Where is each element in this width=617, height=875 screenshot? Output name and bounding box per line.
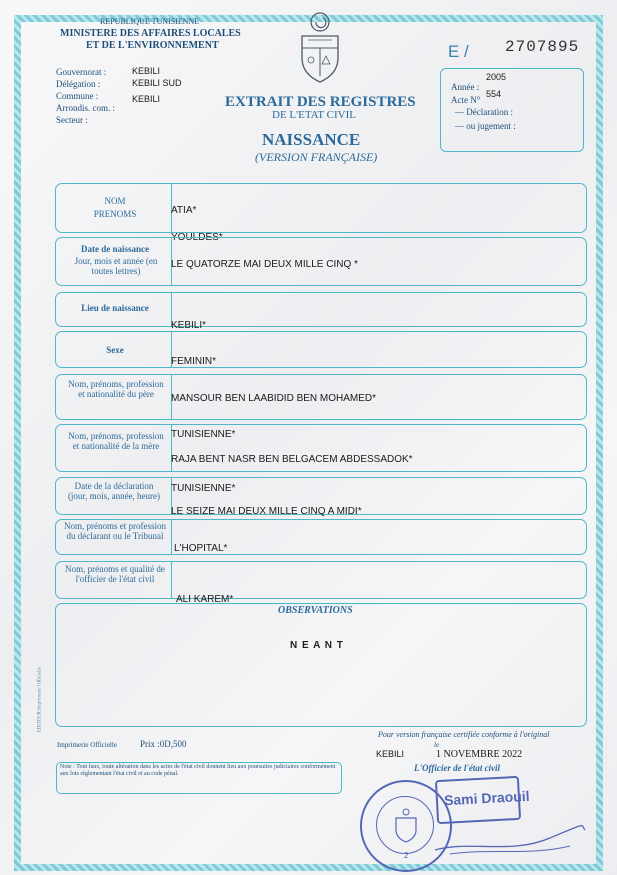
declarant-label: Nom, prénoms et profession du déclarant ou le Tribunal [64,521,166,541]
republic-label: REPUBLIQUE TUNISIENNE [100,17,200,26]
date-naissance-value: LE QUATORZE MAI DEUX MILLE CINQ * [171,259,358,270]
officier-label: Nom, prénoms et qualité de l'officier de l'état civil [65,564,165,584]
date-naissance-label: Date de naissance [81,244,149,254]
declarant-value: L'HOPITAL* [174,543,228,554]
coat-of-arms-emblem [296,10,344,84]
arrondissement-label: Arrondis. com. : [56,103,115,113]
mere-value: RAJA BENT NASR BEN BELGACEM ABDESSADOK* [171,454,413,465]
nom-label: NOM [104,196,126,206]
issue-date: 1 NOVEMBRE 2022 [436,749,523,760]
declaration-value: LE SEIZE MAI DEUX MILLE CINQ A MIDI* [171,506,362,517]
lieu-naissance-label: Lieu de naissance [81,303,149,313]
ministry-line1: MINISTERE DES AFFAIRES LOCALES [60,28,241,39]
svg-text:2: 2 [404,851,409,860]
gouvernorat-label: Gouvernorat : [56,67,107,77]
delegation-value: KEBILI SUD [132,78,182,88]
jugement-option: — ou jugement : [455,121,516,131]
naissance-title: NAISSANCE [262,130,361,149]
version-label: (VERSION FRANÇAISE) [255,150,378,164]
certification-text: Pour version française certifiée conforme à l'original [378,730,550,739]
secteur-label: Secteur : [56,115,88,125]
commune-value: KEBILI [132,94,161,104]
prenoms-label: PRENOMS [93,209,137,219]
side-editor-text: EDITEUR Imprimerie Officielle [37,667,43,733]
date-naissance-sublabel: Jour, mois et année (en toutes lettres) [74,256,158,276]
nom-value: ATIA* [171,205,197,216]
issue-place: KEBILI [376,749,405,759]
gouvernorat-value: KEBILI [132,66,161,76]
officier-title: L'Officier de l'état civil [414,763,501,773]
observations-title: OBSERVATIONS [278,605,353,616]
declaration-option: — Déclaration : [455,107,513,117]
signature-stamp: Sami Draouil [443,787,530,809]
prix-label: Prix :0D,500 [140,739,187,749]
annee-value: 2005 [486,72,507,82]
delegation-label: Délégation : [56,79,101,89]
ministry-line2: ET DE L'ENVIRONNEMENT [86,40,219,51]
commune-label: Commune : [56,91,99,101]
lieu-naissance-value: KEBILI* [171,320,207,331]
sexe-value: FEMININ* [171,356,216,367]
issue-le: le [434,741,440,749]
pere-nationalite-value: TUNISIENNE* [171,429,236,440]
prenoms-value: YOULDES* [171,232,223,243]
declaration-label: Date de la déclaration (jour, mois, année, heure) [67,481,161,501]
serial-number: 2707895 [505,38,580,56]
signature-scribble [430,810,590,860]
document-title: EXTRAIT DES REGISTRES [225,94,416,110]
annee-label: Année : [451,82,480,92]
mere-nationalite-value: TUNISIENNE* [171,483,236,494]
pere-value: MANSOUR BEN LAABIDID BEN MOHAMED* [171,393,377,404]
legal-note: Note : Tout faux, toute altération dans les actes de l'état civil donnent lieu aux poursuites judiciaires conformément aux lois réglementant l'état civil et au code pénal. [60,764,336,777]
pere-label: Nom, prénoms, profession et nationalité du père [68,379,164,399]
sexe-label: Sexe [106,345,124,355]
imprimerie-label: Imprimerie Officielle [57,741,117,749]
acte-label: Acte N° [451,95,481,105]
row-nom-prenoms [55,183,587,233]
observations-value: N E A N T [290,640,344,651]
observations-box [55,603,587,727]
serial-prefix: E / [448,42,469,61]
acte-value: 554 [486,89,502,99]
mere-label: Nom, prénoms, profession et nationalité de la mère [68,431,164,451]
officier-value: ALI KAREM* [176,594,234,605]
document-subtitle: DE L'ETAT CIVIL [272,109,356,121]
